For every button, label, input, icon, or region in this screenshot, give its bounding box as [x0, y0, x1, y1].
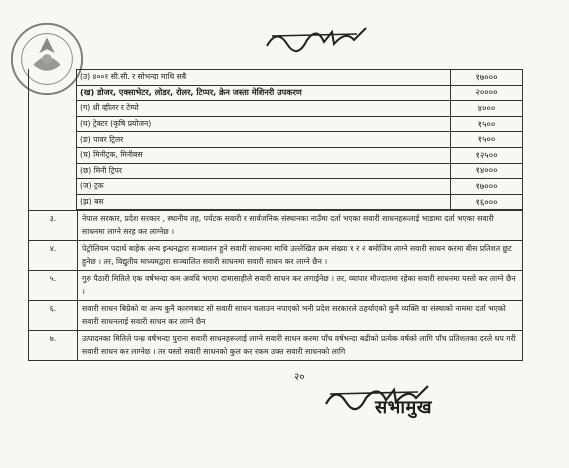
tax-amount: ४०००: [451, 101, 523, 117]
tax-amount: १५००: [451, 116, 523, 132]
tax-amount: १७०००: [451, 179, 523, 195]
vehicle-tax-rate-table: [76, 69, 523, 210]
handwritten-signature-icon: [262, 18, 372, 58]
clause-row: [29, 241, 523, 271]
table-row: [77, 116, 523, 132]
clause-text: सवारी साधन बिग्रेको वा अन्य कुनै कारणबाट सो सवारी साधन चलाउन नपाएको भनी प्रदेश सरकारले ठहर्याएको कुनै व्यक्ति वा संस्थाको नाममा दर्ता भएको सवारी साधनलाई सवारी साधन कर लाग्ने छैन: [78, 301, 523, 331]
table-row: [77, 179, 523, 195]
clause-text: नेपाल सरकार, प्रदेश सरकार , स्थानीय तह, पर्यटक सवारी र सार्वजनिक संस्थानका नाउँमा दर्ता भएका सवारी साधनहरूलाई भाडामा दर्ता भएका सवारी साधनमा लाग्ने सरह कर लाग्नेछ ।: [78, 211, 523, 241]
vehicle-category-label: (उ) ४००१ सी.सी. र सोभन्दा माथि सबै: [77, 70, 451, 86]
clause-row: [29, 331, 523, 361]
table-row: [77, 85, 523, 101]
speaker-title: सभामुख: [375, 397, 432, 418]
vehicle-category-label: (ग) थ्री व्हीलर र टेम्पो: [77, 101, 451, 117]
vehicle-category-label: (ज) ट्रक: [77, 179, 451, 195]
table-row: [77, 194, 523, 210]
clause-text: गुरु पैठारी मितिले एक वर्षभन्दा कम अवधि भएमा दामासाहीले सवारी साधन कर लगाईनेछ । तर, व्यापार मौज्दातमा रहेका सवारी साधनमा यस्तो कर लाग्ने छैन ।: [78, 271, 523, 301]
tax-amount: १४०००: [451, 163, 523, 179]
clause-number: ३.: [29, 211, 78, 241]
clause-number: ७.: [29, 331, 78, 361]
vehicle-category-label: (घ) ट्रेक्टर (कृषि प्रयोजन): [77, 116, 451, 132]
tax-amount: १२५००: [451, 147, 523, 163]
clause-row: [29, 271, 523, 301]
page-number: २०: [294, 372, 305, 383]
table-row: [77, 132, 523, 148]
clause-row: [29, 301, 523, 331]
vehicle-category-label: (च) मिनीट्रक, मिनीबस: [77, 147, 451, 163]
clause-text: उत्पादनका मितिले पन्ध्र वर्षभन्दा पुराना सवारी साधनहरूलाई लाग्ने सवारी साधन करमा पाँच वर्षभन्दा बढीको प्रत्येक वर्षको लागि पाँच प्रतिशतका दरले थप गरी सवारी साधन कर लाग्नेछ । तर यस्तो सवारी साधनको कुल कर रकम उक्त सवारी साधनको लागि: [78, 331, 523, 361]
table-row: [77, 101, 523, 117]
table-row: [77, 70, 523, 86]
clause-number: ५.: [29, 271, 78, 301]
vehicle-category-label: (झ) बस: [77, 194, 451, 210]
nepal-government-seal-icon: [8, 20, 86, 98]
tax-amount: २००००: [451, 85, 523, 101]
table-row: [77, 163, 523, 179]
table-row: [77, 147, 523, 163]
vehicle-category-label: (छ) मिनी ट्रिपर: [77, 163, 451, 179]
tax-amount: १७०००: [451, 70, 523, 86]
tax-amount: १६०००: [451, 194, 523, 210]
vehicle-category-label: (ङ) पावर ट्रिलर: [77, 132, 451, 148]
clauses-table: [28, 210, 523, 361]
clause-row: [29, 211, 523, 241]
clause-number: ६.: [29, 301, 78, 331]
tax-amount: १५००: [451, 132, 523, 148]
clause-text: पेट्रोलियम पदार्थ बाहेक अन्य इन्धनद्वारा सञ्चालन हुने सवारी साधनमा माथि उल्लेखित क्रम संख्या १ र २ बमोजिम लाग्ने सवारी साधन करमा बीस प्रतिशत छुट हुनेछ । तर, विद्युतीय माध्यमद्वारा सञ्चालित सवारी साधनमा सवारी साधन कर लाग्ने छैन ।: [78, 241, 523, 271]
vehicle-category-label: (ख) डोजर, एक्साभेटर, लोडर, रोलर, टिप्पर, क्रेन जस्ता मेशिनरी उपकरण: [77, 85, 451, 101]
clause-number: ४.: [29, 241, 78, 271]
